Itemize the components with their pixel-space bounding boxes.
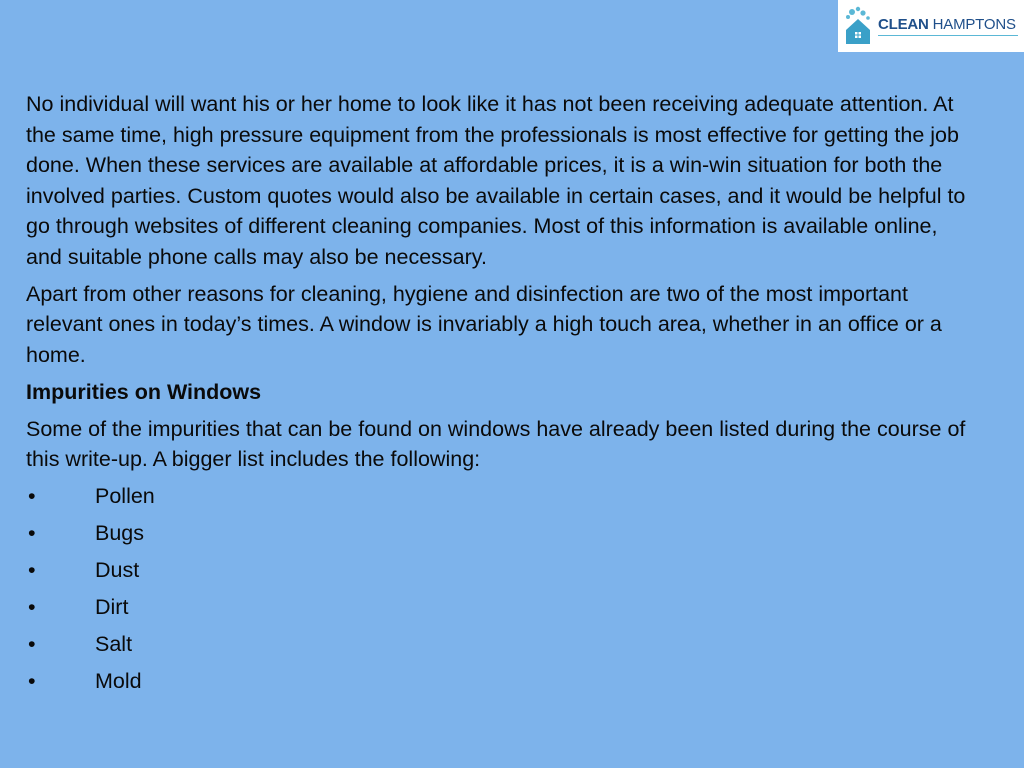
company-logo [838,0,1024,52]
logo-word-hamptons: HAMPTONS [932,15,1016,33]
list-item [26,592,976,623]
bullet-icon: • [28,595,36,619]
logo-underline [878,35,1018,36]
bullet-icon: • [28,558,36,582]
paragraph-hygiene: Apart from other reasons for cleaning, hygiene and disinfection are two of the most important relevant ones in today’s times. A window is invariably a high touch area, whether in an office or a home. [26,281,942,367]
logo-text [878,17,1018,36]
list-item-label: Mold [95,669,142,693]
section-heading: Impurities on Windows [26,379,262,404]
list-item-label: Bugs [95,521,145,545]
list-item-label: Salt [95,632,133,656]
logo-word-clean: CLEAN [878,15,929,33]
paragraph-intro: No individual will want his or her home to look like it has not been receiving adequate attention. At the same time, high pressure equipment from the professionals is most effective for getting the job done. When these services are available at affordable prices, it is a win-win situation for both the involved parties. Custom quotes would also be available in certain cases, and it would be helpful to go through websites of different cleaning companies. Most of this information is available online, and suitable phone calls may also be necessary. [26,92,966,269]
list-item [26,555,976,586]
article-body [26,89,976,703]
bullet-icon: • [28,632,36,656]
list-item-label: Pollen [95,484,155,508]
bullet-icon: • [28,484,36,508]
list-item [26,518,976,549]
impurities-list [26,481,976,697]
list-item [26,481,976,512]
house-bubbles-icon [842,4,874,48]
list-item [26,666,976,697]
bullet-icon: • [28,669,36,693]
list-item-label: Dust [95,558,140,582]
paragraph-impurities: Some of the impurities that can be found on windows have already been listed during the course of this write-up. A bigger list includes the following: [26,416,966,471]
list-item [26,629,976,660]
bullet-icon: • [28,521,36,545]
list-item-label: Dirt [95,595,129,619]
